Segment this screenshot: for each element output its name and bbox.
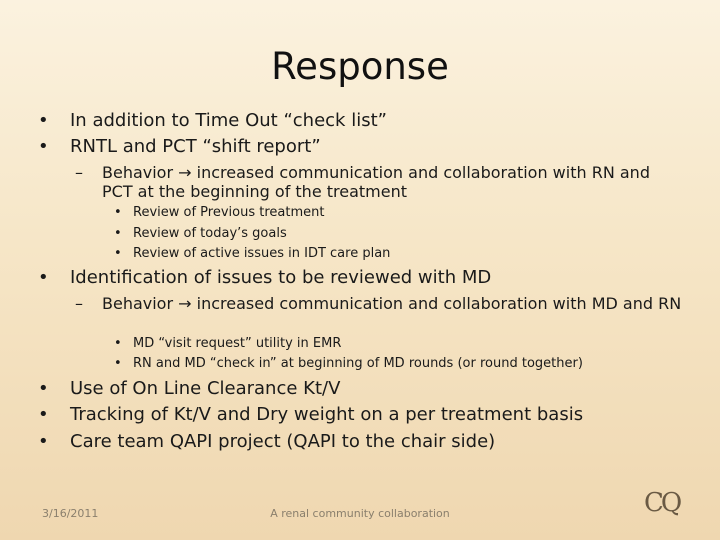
dash-marker: – bbox=[75, 163, 83, 182]
bullet-time-out: In addition to Time Out “check list” bbox=[70, 110, 387, 131]
bullet-md-issues: Identification of issues to be reviewed with MD bbox=[70, 267, 492, 288]
right-arrow-icon: → bbox=[178, 163, 192, 182]
sub-bullet-marker: • bbox=[114, 226, 122, 241]
sub-bullet-marker: • bbox=[114, 356, 122, 371]
sub-item: MD “visit request” utility in EMR bbox=[133, 336, 342, 351]
footer-caption: A renal community collaboration bbox=[270, 507, 450, 520]
dash-marker: – bbox=[75, 294, 83, 313]
sub-bullet-marker: • bbox=[114, 205, 122, 220]
bullet-qapi: Care team QAPI project (QAPI to the chair side) bbox=[70, 431, 496, 452]
behavior-text: increased communication and collaboration with RN and PCT at the beginning of the treatment bbox=[102, 163, 650, 201]
bullet-shift-report: RNTL and PCT “shift report” bbox=[70, 136, 321, 157]
sub-bullet-marker: • bbox=[114, 246, 122, 261]
behavior-md-rn bbox=[102, 294, 682, 313]
sub-item: Review of Previous treatment bbox=[133, 205, 325, 220]
bullet-marker: • bbox=[38, 378, 49, 399]
sub-bullet-marker: • bbox=[114, 336, 122, 351]
bullet-marker: • bbox=[38, 110, 49, 131]
bullet-tracking: Tracking of Kt/V and Dry weight on a per treatment basis bbox=[70, 404, 584, 425]
sub-item: Review of today’s goals bbox=[133, 226, 287, 241]
behavior-text: increased communication and collaboration with MD and RN bbox=[196, 294, 682, 313]
bullet-marker: • bbox=[38, 267, 49, 288]
behavior-label: Behavior bbox=[102, 294, 174, 313]
right-arrow-icon: → bbox=[178, 294, 192, 313]
cq-logo: CQ bbox=[644, 488, 680, 518]
footer-date: 3/16/2011 bbox=[42, 507, 99, 520]
behavior-rn-pct bbox=[102, 163, 682, 201]
bullet-marker: • bbox=[38, 431, 49, 452]
bullet-marker: • bbox=[38, 136, 49, 157]
sub-item: Review of active issues in IDT care plan bbox=[133, 246, 391, 261]
sub-item: RN and MD “check in” at beginning of MD rounds (or round together) bbox=[133, 356, 583, 371]
bullet-marker: • bbox=[38, 404, 49, 425]
behavior-label: Behavior bbox=[102, 163, 174, 182]
slide-title: Response bbox=[271, 45, 449, 88]
bullet-clearance: Use of On Line Clearance Kt/V bbox=[70, 378, 341, 399]
